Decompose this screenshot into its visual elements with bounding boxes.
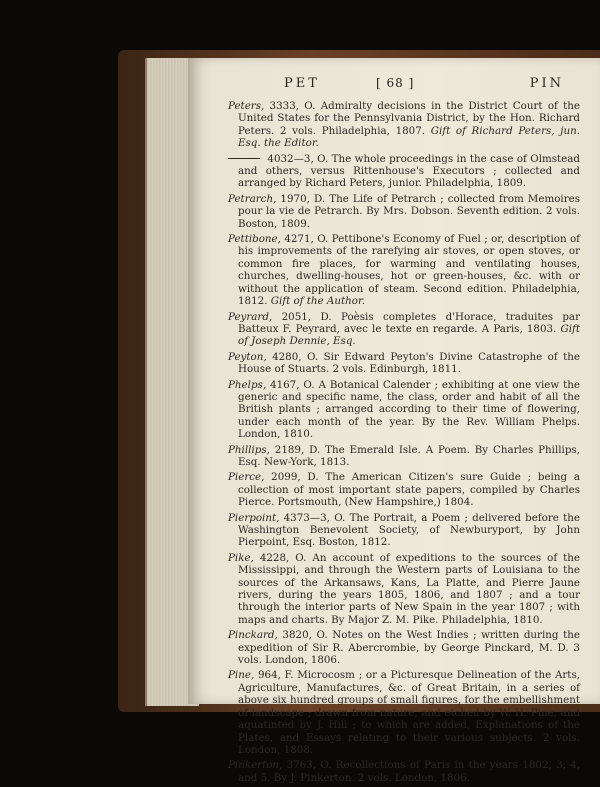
- entry-name: Peyrard,: [228, 310, 273, 323]
- entry-name: Pettibone,: [228, 233, 281, 246]
- entry-name: Phillips,: [228, 443, 270, 456]
- entry-body: 4373—3, O. The Portrait, a Poem ; delivered before the Washington Benevolent Society, of Newburyport, by John Pierpoint, Esq. Boston, 1812.: [238, 511, 580, 549]
- catalog-entry: [228, 233, 580, 307]
- entry-body: 964, F. Microcosm ; or a Picturesque Delineation of the Arts, Agriculture, Manufactures, &c. of Great Britain, in a series of above six hundred groups of small figures, for the embellishment of landscape ; drawn from nature, and etched by W. H. Pine, and aquatinted by J. Hill ; to which are added, Explanations of the Plates, and Essays relating to their various subjects. 2 vols. London, 1808.: [238, 669, 580, 756]
- entry-name: Pinckard,: [228, 629, 278, 642]
- entry-body: 4032—3, O. The whole proceedings in the case of Olmstead and others, versus Rittenhouse's Executors ; collected and arranged by Richard Peters, junior. Philadelphia, 1809.: [238, 152, 580, 190]
- entry-body: 2189, D. The Emerald Isle. A Poem. By Charles Phillips, Esq. New-York, 1813.: [238, 443, 580, 468]
- entry-body: 3820, O. Notes on the West Indies ; written during the expedition of Sir R. Abercrombie, by George Pinckard, M. D. 3 vols. London, 1806.: [238, 629, 580, 667]
- header-right: PIN: [529, 76, 564, 91]
- catalog-entry: [228, 153, 580, 190]
- catalog-entries: [228, 100, 580, 787]
- catalog-entry: [228, 669, 580, 756]
- entry-body: 2099, D. The American Citizen's sure Guide ; being a collection of most important state papers, compiled by Charles Pierce. Portsmouth, (New Hampshire,) 1804.: [238, 471, 580, 509]
- catalog-entry: [228, 552, 580, 626]
- entry-name: Petrarch,: [228, 192, 277, 205]
- header-left: PET: [284, 76, 320, 91]
- entry-name: Phelps,: [228, 378, 267, 391]
- running-header: [226, 76, 564, 94]
- entry-name: Pike,: [228, 551, 254, 564]
- entry-body: 4280, O. Sir Edward Peyton's Divine Catastrophe of the House of Stuarts. 2 vols. Edinburgh, 1811.: [238, 350, 580, 376]
- entry-name: Pierce,: [228, 471, 265, 484]
- catalog-entry: [228, 629, 580, 666]
- entry-name: Peyton,: [228, 350, 267, 363]
- book-page: [188, 58, 600, 784]
- catalog-entry: [228, 759, 580, 784]
- page-number: [ 68 ]: [376, 76, 415, 90]
- entry-gift: Gift of the Author.: [270, 295, 366, 308]
- entry-gift: Gift of Joseph Dennie, Esq.: [238, 322, 580, 348]
- entry-name: Peters,: [228, 100, 265, 112]
- entry-name: Pine,: [228, 669, 255, 682]
- catalog-entry: [228, 100, 580, 150]
- ditto-dash: [228, 158, 260, 159]
- entry-body: 3333, O. Admiralty decisions in the District Court of the United States for the Pennsylvania District, by the Hon. Richard Peters. 2 vols. Philadelphia, 1807.: [238, 100, 580, 137]
- catalog-entry: [228, 351, 580, 376]
- catalog-entry: [228, 444, 580, 469]
- catalog-entry: [228, 193, 580, 230]
- catalog-entry: [228, 512, 580, 549]
- entry-body: 3763, O. Recollections of Paris in the years 1802, 3, 4, and 5. By J. Pinkerton. 2 vols. London, 1806.: [238, 759, 580, 784]
- catalog-entry: [228, 311, 580, 348]
- entry-body: 4228, O. An account of expeditions to the sources of the Mississippi, and through the Western parts of Louisiana to the sources of the Arkansaws, Kans, La Platte, and Pierre Jaune rivers, during the years 1805, 1806, and 1807 ; and a tour through the interior parts of New Spain in the year 1807 ; with maps and charts. By Major Z. M. Pike. Philadelphia, 1810.: [238, 551, 580, 626]
- catalog-entry: [228, 379, 580, 441]
- entry-name: Pierpoint,: [228, 511, 280, 524]
- entry-name: Pinkerton,: [228, 759, 283, 772]
- entry-gift: Gift of Richard Peters, jun. Esq. the Editor.: [238, 124, 580, 150]
- entry-body: 4271, O. Pettibone's Economy of Fuel ; or, description of his improvements of the rarefying air stoves, or open stoves, or common fire places, for warming and ventilating houses, churches, dwelling-houses, hot or green-houses, &c. with or without the application of steam. Second edition. Philadelphia, 1812.: [238, 233, 580, 308]
- entry-body: 1970, D. The Life of Petrarch ; collected from Memoires pour la vie de Petrarch. By Mrs. Dobson. Seventh edition. 2 vols. Boston, 1809.: [238, 192, 580, 230]
- entry-body: 2051, D. Poèsis completes d'Horace, traduites par Batteux F. Peyrard, avec le texte en regarde. A Paris, 1803.: [238, 310, 580, 335]
- catalog-entry: [228, 471, 580, 508]
- entry-body: 4167, O. A Botanical Calender ; exhibiting at one view the generic and specific name, the class, order and habit of all the British plants ; arranged according to their time of flowering, under each month of the year. By the Rev. William Phelps. London, 1810.: [238, 378, 580, 441]
